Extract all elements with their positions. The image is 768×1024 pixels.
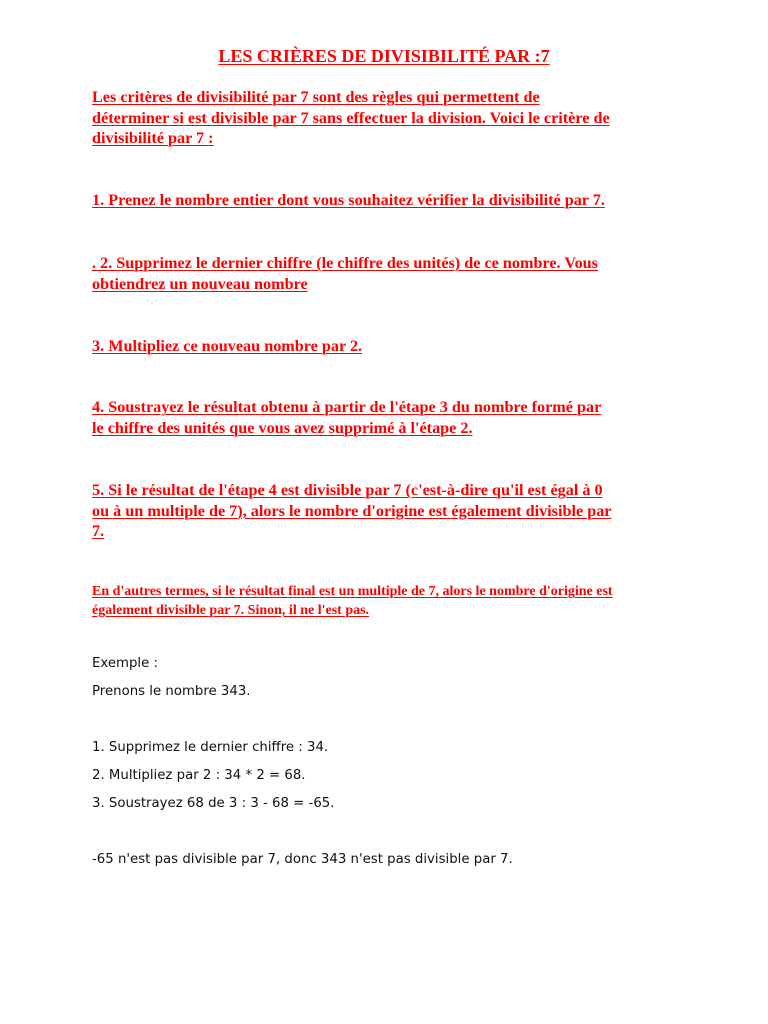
- step-2-line: obtiendrez un nouveau nombre: [92, 274, 308, 293]
- step-1-line: 1. Prenez le nombre entier dont vous souhaitez vérifier la divisibilité par 7.: [92, 191, 605, 209]
- intro-line: Les critères de divisibilité par 7 sont des règles qui permettent de: [92, 88, 540, 106]
- intro-line: divisibilité par 7 :: [92, 129, 214, 147]
- summary-paragraph: [92, 583, 682, 620]
- summary-line: également divisible par 7. Sinon, il ne l'est pas.: [92, 602, 370, 618]
- summary-line: En d'autres termes, si le résultat final est un multiple de 7, alors le nombre d'origine est: [92, 584, 613, 599]
- step-3: [92, 336, 682, 357]
- step-5-line: ou à un multiple de 7), alors le nombre d'origine est également divisible par: [92, 501, 612, 520]
- document-title: LES CRIÈRES DE DIVISIBILITÉ PAR :7: [218, 46, 550, 66]
- step-5-line: 5. Si le résultat de l'étape 4 est divisible par 7 (c'est-à-dire qu'il est égal à 0: [92, 481, 603, 499]
- intro-paragraph: [92, 87, 682, 149]
- example-conclusion: -65 n'est pas divisible par 7, donc 343 n'est pas divisible par 7.: [92, 852, 513, 867]
- example-heading: Exemple :: [92, 656, 159, 671]
- step-4: [92, 397, 682, 438]
- step-4-line: 4. Soustrayez le résultat obtenu à partir de l'étape 3 du nombre formé par: [92, 398, 602, 416]
- step-4-line: le chiffre des unités que vous avez supprimé à l'étape 2.: [92, 418, 473, 437]
- step-2: [92, 253, 682, 294]
- example-step-1: 1. Supprimez le dernier chiffre : 34.: [92, 740, 329, 755]
- step-5: [92, 480, 682, 542]
- step-3-line: 3. Multipliez ce nouveau nombre par 2.: [92, 337, 363, 355]
- intro-line: déterminer si est divisible par 7 sans effectuer la division. Voici le critère de: [92, 108, 610, 127]
- step-5-line: 7.: [92, 522, 105, 540]
- step-1: [92, 190, 682, 211]
- example-step-2: 2. Multipliez par 2 : 34 * 2 = 68.: [92, 768, 306, 783]
- example-intro: Prenons le nombre 343.: [92, 684, 251, 699]
- example-step-3: 3. Soustrayez 68 de 3 : 3 - 68 = -65.: [92, 796, 335, 811]
- step-2-line: . 2. Supprimez le dernier chiffre (le chiffre des unités) de ce nombre. Vous: [92, 254, 598, 272]
